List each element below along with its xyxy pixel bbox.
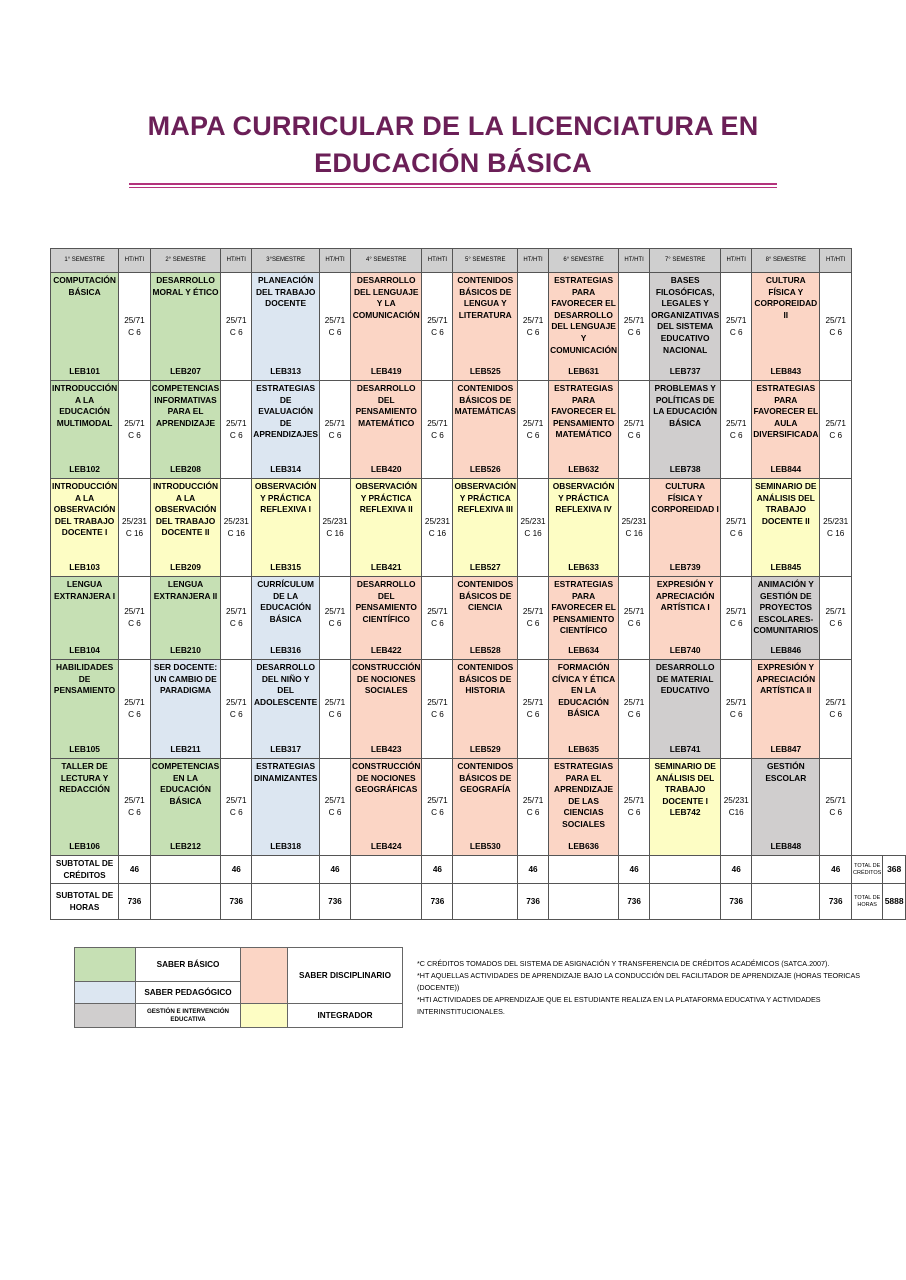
course-cell [549, 381, 619, 479]
course-code: LEB636 [568, 841, 599, 852]
course-cell [453, 577, 518, 660]
course-code: LEB208 [170, 464, 201, 475]
course-name: PROBLEMAS Y POLÍTICAS DE LA EDUCACIÓN BÁSICA [653, 383, 718, 428]
course-name: GESTIÓN ESCOLAR [765, 761, 807, 783]
ht-hti-value: 25/71 C 6 [518, 273, 549, 381]
course-name: DESARROLLO MORAL Y ÉTICO [152, 275, 219, 297]
ht-header: HT/HTI [319, 249, 350, 273]
course-cell [351, 273, 422, 381]
legend-swatch-saber-basico [75, 948, 136, 982]
ht-hti-value: 25/71 C 6 [518, 759, 549, 856]
note-hti: *HTI ACTIVIDADES DE APRENDIZAJE QUE EL ESTUDIANTE REALIZA EN LA PLATAFORMA EDUCATIVA Y ACTIVIDADES INTERINSTITUCIONALES. [417, 995, 821, 1016]
blank-cell [883, 381, 906, 479]
course-cell [150, 381, 220, 479]
course-code: LEB211 [170, 744, 201, 755]
course-cell [150, 759, 220, 856]
subtotal-credits-value: 46 [619, 856, 650, 884]
empty-cell [650, 884, 721, 920]
legend [74, 947, 403, 1028]
course-cell [650, 577, 721, 660]
course-name: DESARROLLO DE MATERIAL EDUCATIVO [655, 662, 715, 696]
course-cell [549, 577, 619, 660]
course-name: DESARROLLO DEL NIÑO Y DEL ADOLESCENTE [253, 662, 318, 707]
course-code: LEB848 [770, 841, 802, 852]
course-code: LEB738 [669, 464, 701, 475]
course-name: OBSERVACIÓN Y PRÁCTICA REFLEXIVA IV [552, 481, 615, 515]
course-row [51, 660, 906, 759]
ht-hti-value: 25/71 C 6 [422, 381, 453, 479]
course-code: LEB846 [770, 645, 802, 656]
ht-hti-value: 25/71 C 6 [119, 381, 151, 479]
course-name: CONTENIDOS BÁSICOS DE HISTORIA [457, 662, 514, 696]
course-cell [752, 273, 820, 381]
course-code: LEB530 [469, 841, 501, 852]
course-name: LENGUA EXTRANJERA I [54, 579, 116, 601]
course-cell [252, 759, 320, 856]
course-cell [351, 759, 422, 856]
legend-label-saber-basico: SABER BÁSICO [136, 948, 241, 982]
course-cell [150, 273, 220, 381]
ht-hti-value: 25/71 C 6 [422, 577, 453, 660]
course-code: LEB103 [69, 562, 100, 573]
ht-hti-value: 25/71 C 6 [820, 273, 852, 381]
subtotal-hours-value: 736 [820, 884, 852, 920]
title-underline [129, 183, 777, 185]
course-cell [252, 479, 320, 577]
ht-hti-value: 25/71 C 6 [518, 660, 549, 759]
ht-hti-value: 25/71 C 6 [422, 273, 453, 381]
course-cell [453, 759, 518, 856]
course-code: LEB314 [270, 464, 301, 475]
course-code: LEB737 [669, 366, 701, 377]
legend-swatch-saber-disciplinario [241, 948, 288, 1004]
course-code: LEB102 [69, 464, 100, 475]
course-name: INTRODUCCIÓN A LA OBSERVACIÓN DEL TRABAJO DOCENTE II [152, 481, 219, 538]
ht-hti-value: 25/231 C 16 [319, 479, 350, 577]
ht-hti-value: 25/71 C 6 [221, 660, 252, 759]
empty-cell [351, 856, 422, 884]
empty-cell [150, 856, 220, 884]
course-code: LEB313 [270, 366, 301, 377]
course-code: LEB207 [170, 366, 201, 377]
course-name: HABILIDADES DE PENSAMIENTO [53, 662, 116, 696]
course-code: LEB101 [69, 366, 100, 377]
course-name: CONTENIDOS BÁSICOS DE LENGUA Y LITERATURA [457, 275, 514, 320]
course-cell [150, 479, 220, 577]
course-cell [453, 660, 518, 759]
course-cell [51, 759, 119, 856]
semester-header: 4° SEMESTRE [351, 249, 422, 273]
course-code: LEB631 [568, 366, 599, 377]
course-code: LEB634 [568, 645, 599, 656]
course-name: CONTENIDOS BÁSICOS DE GEOGRAFÍA [457, 761, 514, 795]
course-name: INTRODUCCIÓN A LA EDUCACIÓN MULTIMODAL [52, 383, 118, 428]
ht-hti-value: 25/231 C16 [721, 759, 752, 856]
ht-header: HT/HTI [721, 249, 752, 273]
course-cell [51, 273, 119, 381]
course-code: LEB315 [270, 562, 301, 573]
subtotal-hours-value: 736 [119, 884, 151, 920]
notes [417, 958, 887, 1018]
course-name: COMPETENCIAS INFORMATIVAS PARA EL APRENDIZAJE [151, 383, 220, 428]
ht-hti-value: 25/71 C 6 [319, 273, 350, 381]
semester-header: 8° SEMESTRE [752, 249, 820, 273]
blank-cell [852, 660, 883, 759]
legend-swatch-integrador [241, 1004, 288, 1028]
empty-cell [650, 856, 721, 884]
course-cell [549, 273, 619, 381]
ht-hti-value: 25/71 C 6 [221, 577, 252, 660]
blank-cell [883, 660, 906, 759]
course-code: LEB847 [770, 744, 802, 755]
course-cell [51, 479, 119, 577]
blank-cell [883, 577, 906, 660]
course-name: CONSTRUCCIÓN DE NOCIONES GEOGRÁFICAS [352, 761, 421, 795]
ht-hti-value: 25/71 C 6 [619, 759, 650, 856]
course-cell [549, 660, 619, 759]
ht-hti-value: 25/71 C 6 [319, 660, 350, 759]
course-code: LEB739 [669, 562, 701, 573]
subtotal-credits-value: 46 [820, 856, 852, 884]
course-name: FORMACIÓN CÍVICA Y ÉTICA EN LA EDUCACIÓN BÁSICA [552, 662, 616, 719]
ht-hti-value: 25/71 C 6 [319, 381, 350, 479]
course-name: ESTRATEGIAS DINAMIZANTES [254, 761, 318, 783]
course-name: ESTRATEGIAS PARA FAVORECER EL PENSAMIENTO MATEMÁTICO [551, 383, 616, 440]
course-name: BASES FILOSÓFICAS, LEGALES Y ORGANIZATIVAS DEL SISTEMA EDUCATIVO NACIONAL [651, 275, 720, 355]
title-underline-thin [129, 187, 777, 188]
course-code: LEB420 [370, 464, 402, 475]
course-name: CURRÍCULUM DE LA EDUCACIÓN BÁSICA [257, 579, 315, 624]
course-code: LEB528 [469, 645, 501, 656]
total-credits-label: TOTAL DE CRÉDITOS [852, 856, 883, 884]
course-code: LEB527 [469, 562, 501, 573]
course-row [51, 759, 906, 856]
course-code: LEB419 [370, 366, 402, 377]
subtotal-credits-value: 46 [119, 856, 151, 884]
ht-hti-value: 25/71 C 6 [518, 577, 549, 660]
course-code: LEB316 [270, 645, 301, 656]
course-cell [650, 273, 721, 381]
subtotal-credits-value: 46 [518, 856, 549, 884]
ht-hti-value: 25/71 C 6 [619, 273, 650, 381]
ht-hti-value: 25/71 C 6 [721, 381, 752, 479]
course-name: INTRODUCCIÓN A LA OBSERVACIÓN DEL TRABAJO DOCENTE I [52, 481, 118, 538]
subtotal-hours-value: 736 [721, 884, 752, 920]
ht-hti-value: 25/231 C 16 [820, 479, 852, 577]
ht-hti-value: 25/71 C 6 [518, 381, 549, 479]
semester-header: 6° SEMESTRE [549, 249, 619, 273]
ht-header: HT/HTI [619, 249, 650, 273]
course-code: LEB526 [469, 464, 501, 475]
course-code: LEB525 [469, 366, 501, 377]
course-code: LEB422 [370, 645, 402, 656]
course-code: LEB318 [270, 841, 301, 852]
blank-cell [852, 759, 883, 856]
ht-hti-value: 25/71 C 6 [619, 381, 650, 479]
empty-cell [150, 884, 220, 920]
legend-swatch-gestion [75, 1004, 136, 1028]
course-name: DESARROLLO DEL PENSAMIENTO MATEMÁTICO [355, 383, 417, 428]
course-name: COMPUTACIÓN BÁSICA [53, 275, 116, 297]
course-row [51, 479, 906, 577]
course-code: LEB844 [770, 464, 802, 475]
course-name: SEMINARIO DE ANÁLISIS DEL TRABAJO DOCENTE I LEB742 [654, 761, 716, 818]
subtotal-credits-value: 46 [221, 856, 252, 884]
course-cell [650, 479, 721, 577]
course-name: SER DOCENTE: UN CAMBIO DE PARADIGMA [153, 662, 218, 696]
course-code: LEB317 [270, 744, 301, 755]
course-code: LEB845 [770, 562, 802, 573]
course-cell [650, 759, 721, 856]
course-code: LEB632 [568, 464, 599, 475]
total-credits-value: 368 [883, 856, 906, 884]
course-name: CONSTRUCCIÓN DE NOCIONES SOCIALES [352, 662, 421, 696]
course-name: SEMINARIO DE ANÁLISIS DEL TRABAJO DOCENTE II [755, 481, 817, 526]
empty-cell [252, 884, 320, 920]
semester-header: 1° SEMESTRE [51, 249, 119, 273]
subtotal-hours-label: SUBTOTAL DE HORAS [51, 884, 119, 920]
course-cell [351, 381, 422, 479]
course-cell [252, 381, 320, 479]
ht-header: HT/HTI [820, 249, 852, 273]
course-cell [650, 660, 721, 759]
empty-cell [351, 884, 422, 920]
course-name: COMPETENCIAS EN LA EDUCACIÓN BÁSICA [151, 761, 220, 806]
course-name: OBSERVACIÓN Y PRÁCTICA REFLEXIVA III [454, 481, 517, 515]
subtotal-credits-row [51, 856, 906, 884]
course-name: ESTRATEGIAS PARA EL APRENDIZAJE DE LAS CIENCIAS SOCIALES [554, 761, 614, 829]
ht-hti-value: 25/231 C 16 [119, 479, 151, 577]
course-name: ESTRATEGIAS PARA FAVORECER EL DESARROLLO DEL LENGUAJE Y COMUNICACIÓN [550, 275, 618, 355]
course-name: ESTRATEGIAS DE EVALUACIÓN DE APRENDIZAJES [253, 383, 318, 440]
ht-header: HT/HTI [518, 249, 549, 273]
course-cell [549, 759, 619, 856]
course-name: ANIMACIÓN Y GESTIÓN DE PROYECTOS ESCOLARES-COMUNITARIOS [753, 579, 819, 636]
course-code: LEB635 [568, 744, 599, 755]
ht-hti-value: 25/71 C 6 [221, 759, 252, 856]
subtotal-hours-row [51, 884, 906, 920]
course-code: LEB843 [770, 366, 802, 377]
semester-header: 7° SEMESTRE [650, 249, 721, 273]
empty-cell [549, 884, 619, 920]
ht-hti-value: 25/71 C 6 [422, 660, 453, 759]
course-name: DESARROLLO DEL LENGUAJE Y LA COMUNICACIÓN [352, 275, 420, 320]
semester-header: 3°SEMESTRE [252, 249, 320, 273]
legend-label-saber-pedagogico: SABER PEDAGÓGICO [136, 982, 241, 1004]
blank-cell [852, 273, 883, 381]
legend-swatch-saber-pedagogico [75, 982, 136, 1004]
course-name: OBSERVACIÓN Y PRÁCTICA REFLEXIVA II [355, 481, 418, 515]
course-cell [752, 479, 820, 577]
ht-hti-value: 25/71 C 6 [721, 577, 752, 660]
course-cell [351, 660, 422, 759]
note-c: *C CRÉDITOS TOMADOS DEL SISTEMA DE ASIGNACIÓN Y TRANSFERENCIA DE CRÉDITOS ACADÉMICOS (SATCA.2007). [417, 959, 830, 968]
course-row [51, 273, 906, 381]
subtotal-credits-label: SUBTOTAL DE CRÉDITOS [51, 856, 119, 884]
blank-cell [883, 249, 906, 273]
ht-hti-value: 25/71 C 6 [319, 759, 350, 856]
subtotal-hours-value: 736 [518, 884, 549, 920]
blank-cell [852, 381, 883, 479]
course-name: CULTURA FÍSICA Y CORPOREIDAD II [754, 275, 818, 320]
course-name: PLANEACIÓN DEL TRABAJO DOCENTE [255, 275, 316, 309]
ht-hti-value: 25/71 C 6 [119, 577, 151, 660]
ht-hti-value: 25/231 C 16 [518, 479, 549, 577]
ht-hti-value: 25/71 C 6 [119, 759, 151, 856]
ht-hti-value: 25/71 C 6 [721, 660, 752, 759]
ht-hti-value: 25/71 C 6 [721, 273, 752, 381]
ht-hti-value: 25/71 C 6 [119, 273, 151, 381]
legend-label-integrador: INTEGRADOR [288, 1004, 403, 1028]
course-code: LEB741 [669, 744, 701, 755]
course-cell [51, 381, 119, 479]
page-title [0, 108, 906, 182]
course-cell [752, 381, 820, 479]
course-cell [150, 660, 220, 759]
empty-cell [752, 884, 820, 920]
course-cell [752, 660, 820, 759]
ht-hti-value: 25/71 C 6 [820, 577, 852, 660]
ht-hti-value: 25/71 C 6 [619, 577, 650, 660]
subtotal-hours-value: 736 [422, 884, 453, 920]
course-cell [453, 381, 518, 479]
course-name: ESTRATEGIAS PARA FAVORECER EL AULA DIVERSIFICADA [753, 383, 819, 440]
blank-cell [883, 273, 906, 381]
empty-cell [752, 856, 820, 884]
curriculum-table [50, 248, 906, 920]
course-cell [549, 479, 619, 577]
course-code: LEB633 [568, 562, 599, 573]
course-code: LEB212 [170, 841, 201, 852]
course-code: LEB421 [370, 562, 402, 573]
blank-cell [852, 249, 883, 273]
course-code: LEB423 [370, 744, 402, 755]
ht-hti-value: 25/231 C 16 [221, 479, 252, 577]
ht-hti-value: 25/71 C 6 [820, 381, 852, 479]
course-name: EXPRESIÓN Y APRECIACIÓN ARTÍSTICA I [655, 579, 715, 613]
ht-hti-value: 25/231 C 16 [422, 479, 453, 577]
course-cell [51, 660, 119, 759]
legend-label-gestion: GESTIÓN E INTERVENCIÓN EDUCATIVA [136, 1004, 241, 1028]
course-row [51, 381, 906, 479]
blank-cell [883, 479, 906, 577]
course-code: LEB106 [69, 841, 100, 852]
total-hours-value: 5888 [883, 884, 906, 920]
ht-hti-value: 25/71 C 6 [319, 577, 350, 660]
course-name: CULTURA FÍSICA Y CORPOREIDAD I [651, 481, 719, 515]
subtotal-hours-value: 736 [619, 884, 650, 920]
subtotal-credits-value: 46 [721, 856, 752, 884]
note-ht: *HT AQUELLAS ACTIVIDADES DE APRENDIZAJE BAJO LA CONDUCCIÓN DEL FACILITADOR DE APRENDIZAJE (HORAS TEORICAS (DOCENTE)) [417, 971, 861, 992]
course-cell [252, 577, 320, 660]
course-cell [752, 759, 820, 856]
ht-hti-value: 25/71 C 6 [721, 479, 752, 577]
course-cell [252, 273, 320, 381]
semester-header: 5° SEMESTRE [453, 249, 518, 273]
course-name: LENGUA EXTRANJERA II [153, 579, 218, 601]
course-name: TALLER DE LECTURA Y REDACCIÓN [59, 761, 110, 795]
subtotal-hours-value: 736 [221, 884, 252, 920]
legend-label-saber-disciplinario: SABER DISCIPLINARIO [288, 948, 403, 1004]
course-cell [51, 577, 119, 660]
ht-header: HT/HTI [119, 249, 151, 273]
blank-cell [852, 479, 883, 577]
ht-hti-value: 25/71 C 6 [820, 759, 852, 856]
course-name: EXPRESIÓN Y APRECIACIÓN ARTÍSTICA II [756, 662, 816, 696]
empty-cell [453, 884, 518, 920]
course-name: ESTRATEGIAS PARA FAVORECER EL PENSAMIENTO CIENTÍFICO [551, 579, 616, 636]
course-cell [453, 479, 518, 577]
course-name: CONTENIDOS BÁSICOS DE CIENCIA [457, 579, 514, 613]
ht-header: HT/HTI [422, 249, 453, 273]
course-name: CONTENIDOS BÁSICOS DE MATEMÁTICAS [454, 383, 516, 417]
course-code: LEB104 [69, 645, 100, 656]
ht-hti-value: 25/231 C 16 [619, 479, 650, 577]
subtotal-hours-value: 736 [319, 884, 350, 920]
course-name: OBSERVACIÓN Y PRÁCTICA REFLEXIVA I [254, 481, 317, 515]
course-cell [351, 479, 422, 577]
ht-hti-value: 25/71 C 6 [119, 660, 151, 759]
course-cell [351, 577, 422, 660]
course-cell [150, 577, 220, 660]
blank-cell [883, 759, 906, 856]
course-code: LEB529 [469, 744, 501, 755]
course-row [51, 577, 906, 660]
empty-cell [453, 856, 518, 884]
course-code: LEB740 [669, 645, 701, 656]
ht-hti-value: 25/71 C 6 [422, 759, 453, 856]
course-cell [252, 660, 320, 759]
course-cell [453, 273, 518, 381]
subtotal-credits-value: 46 [422, 856, 453, 884]
blank-cell [852, 577, 883, 660]
ht-header: HT/HTI [221, 249, 252, 273]
course-cell [752, 577, 820, 660]
course-code: LEB105 [69, 744, 100, 755]
empty-cell [252, 856, 320, 884]
course-code: LEB210 [170, 645, 201, 656]
course-cell [650, 381, 721, 479]
ht-hti-value: 25/71 C 6 [820, 660, 852, 759]
ht-hti-value: 25/71 C 6 [619, 660, 650, 759]
ht-hti-value: 25/71 C 6 [221, 273, 252, 381]
subtotal-credits-value: 46 [319, 856, 350, 884]
total-hours-label: TOTAL DE HORAS [852, 884, 883, 920]
title-line-1: MAPA CURRICULAR DE LA LICENCIATURA EN [147, 111, 759, 141]
empty-cell [549, 856, 619, 884]
course-name: DESARROLLO DEL PENSAMIENTO CIENTÍFICO [355, 579, 417, 624]
course-code: LEB424 [370, 841, 402, 852]
ht-hti-value: 25/71 C 6 [221, 381, 252, 479]
semester-header: 2° SEMESTRE [150, 249, 220, 273]
course-code: LEB209 [170, 562, 201, 573]
title-line-2: EDUCACIÓN BÁSICA [314, 148, 592, 178]
